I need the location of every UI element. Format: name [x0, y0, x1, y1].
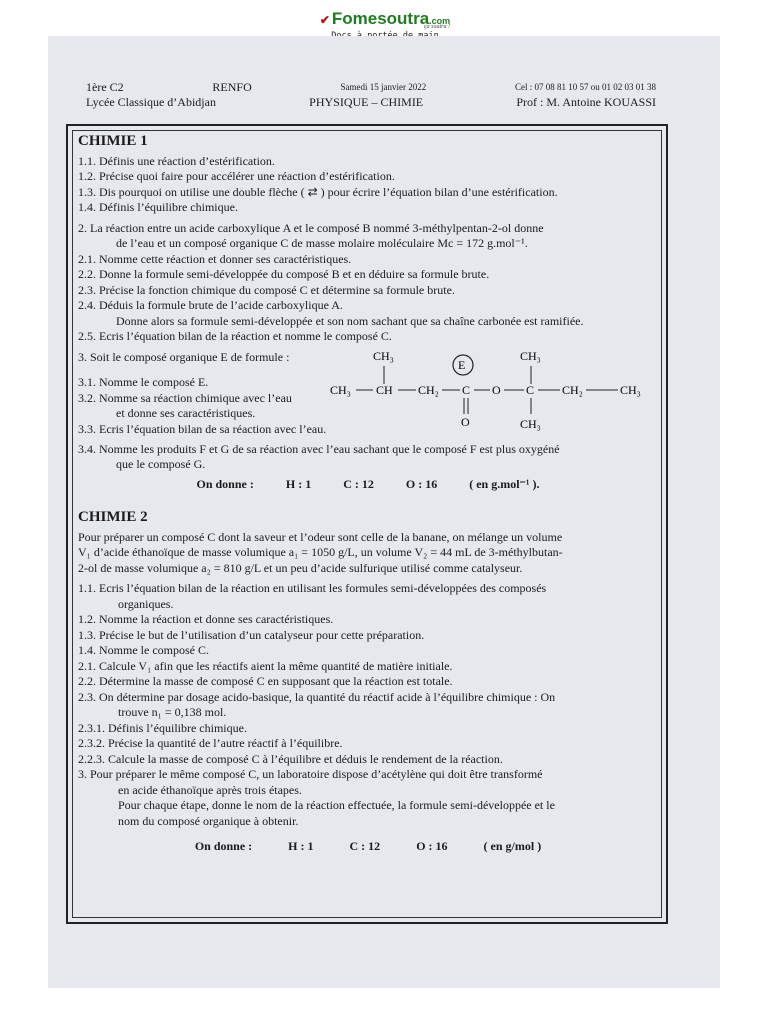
question-3-4: 3.4. Nomme les produits F et G de sa réaction avec l’eau sachant que le composé F est plus oxygéné: [78, 441, 560, 456]
given-unit: ( en g/mol ): [483, 839, 542, 853]
given-o: O : 16: [416, 839, 448, 853]
chimie2-question-2-3-2: 2.3.2. Précise la quantité de l’autre réactif à l’équilibre.: [78, 736, 343, 750]
chimie2-intro-2: V₁ d’acide éthanoïque de masse volumique a₁ = 1050 g/L, un volume V₂ = 44 mL de 3-méthylbutan-: [78, 545, 563, 559]
question-1-2: 1.2. Précise quoi faire pour accélérer une réaction d’estérification.: [78, 169, 395, 183]
given-label: On donne :: [194, 839, 253, 853]
given-values-chimie2: [78, 839, 658, 855]
formula-ch3-top1: CH₃: [373, 348, 394, 363]
given-o: O : 16: [405, 476, 438, 491]
question-2-4: 2.4. Déduis la formule brute de l’acide carboxylique A.: [78, 298, 343, 312]
question-2-2: 2.2. Donne la formule semi-développée du composé B et en déduire sa formule brute.: [78, 267, 490, 281]
formula-ch3-end: CH₃: [620, 382, 641, 397]
question-2-1: 2.1. Nomme cette réaction et donner ses caractéristiques.: [78, 251, 352, 266]
chimie2-question-3-cont2: Pour chaque étape, donne le nom de la réaction effectuée, la formule semi-développée et le: [118, 798, 555, 812]
chimie2-question-1-3: 1.3. Précise le but de l’utilisation d’un catalyseur pour cette préparation.: [78, 627, 425, 642]
formula-ch3-top2: CH₃: [520, 348, 541, 363]
given-c: C : 12: [343, 476, 374, 491]
question-3-2: 3.2. Nomme sa réaction chimique avec l’eau: [78, 390, 292, 405]
question-3-2-cont: et donne ses caractéristiques.: [116, 406, 256, 420]
chimie2-question-1-1-cont: organiques.: [118, 596, 174, 611]
formula-c-ester: C: [462, 382, 471, 397]
chimie2-question-3-cont1: en acide éthanoïque après trois étapes.: [118, 782, 302, 797]
given-label: On donne :: [196, 476, 254, 491]
question-3-intro: 3. Soit le composé organique E de formule :: [78, 349, 290, 364]
question-2-5: 2.5. Ecris l’équation bilan de la réaction et nomme le composé C.: [78, 329, 392, 343]
chimie2-question-1-4: 1.4. Nomme le composé C.: [78, 643, 209, 657]
phone-numbers: Cel : 07 08 81 10 57 ou 01 02 03 01 38: [514, 82, 656, 92]
logo-slogan: ça soutra !: [424, 24, 450, 30]
given-values-chimie1: [78, 477, 658, 493]
question-3-3: 3.3. Ecris l’équation bilan de sa réaction avec l’eau.: [78, 421, 327, 436]
logo-bird-icon: ✔: [319, 13, 330, 27]
chimie2-question-3-cont3: nom du composé organique à obtenir.: [118, 813, 299, 828]
section-title-chimie2: CHIMIE 2: [78, 509, 148, 525]
logo-brand: ✔ Fomesoutra.com: [319, 9, 451, 28]
question-1-4: 1.4. Définis l’équilibre chimique.: [78, 200, 238, 214]
exam-date: Samedi 15 janvier 2022: [340, 82, 427, 92]
question-3-4-cont: que le composé G.: [116, 457, 206, 471]
question-2-3: 2.3. Précise la fonction chimique du composé C et détermine sa formule brute.: [78, 282, 455, 297]
class-label: 1ère C2: [86, 80, 124, 94]
given-h: H : 1: [285, 476, 312, 491]
question-1-1: 1.1. Définis une réaction d’estérification.: [78, 153, 275, 168]
chimie2-question-2-2-3: 2.2.3. Calcule la masse de composé C à l’équilibre et déduis le rendement de la réaction.: [78, 751, 503, 766]
chimie2-question-3: 3. Pour préparer le même composé C, un laboratoire dispose d’acétylène qui doit être transformé: [78, 767, 543, 781]
formula-label-e: E: [458, 357, 466, 372]
given-unit: ( en g.mol⁻¹ ).: [469, 476, 540, 491]
question-3-block: [78, 350, 658, 460]
formula-ch: CH: [376, 382, 393, 397]
question-3-1: 3.1. Nomme le composé E.: [78, 375, 209, 389]
exam-type: RENFO: [212, 80, 252, 94]
given-c: C : 12: [349, 839, 381, 853]
teacher-name: Prof : M. Antoine KOUASSI: [516, 95, 656, 109]
formula-ch3-bottom: CH₃: [520, 416, 541, 431]
formula-o-double: O: [461, 414, 470, 429]
chimie2-question-1-2: 1.2. Nomme la réaction et donne ses caractéristiques.: [78, 612, 334, 626]
formula-o-bridge: O: [492, 382, 501, 397]
chimie2-question-2-3-1: 2.3.1. Définis l’équilibre chimique.: [78, 720, 247, 735]
chimie2-question-2-3: 2.3. On détermine par dosage acido-basique, la quantité du réactif acide à l’équilibre chimique : On: [78, 689, 556, 704]
compound-e-formula: [328, 344, 658, 434]
chimie2-intro-3: 2-ol de masse volumique a₂ = 810 g/L et un peu d’acide sulfurique utilisé comme catalyseur.: [78, 560, 523, 575]
formula-ch2-1: CH₂: [418, 382, 439, 397]
question-2-4-cont: Donne alors sa formule semi-développée et son nom sachant que sa chaîne carbonée est ramifiée.: [116, 313, 584, 328]
formula-c-quat: C: [526, 382, 535, 397]
question-2-intro-cont: de l’eau et un composé organique C de masse molaire moléculaire Mc = 172 g.mol⁻¹.: [116, 236, 528, 250]
chimie2-question-1-1: 1.1. Ecris l’équation bilan de la réaction en utilisant les formules semi-développées des composés: [78, 581, 547, 595]
given-h: H : 1: [288, 839, 314, 853]
formula-ch2-2: CH₂: [562, 382, 583, 397]
question-2-intro: 2. La réaction entre un acide carboxylique A et le composé B nommé 3-méthylpentan-2-ol donne: [78, 220, 544, 235]
formula-ch3-left: CH₃: [330, 382, 351, 397]
chimie2-question-2-2: 2.2. Détermine la masse de composé C en supposant que la réaction est totale.: [78, 674, 453, 688]
chimie2-question-2-1: 2.1. Calcule V₁ afin que les réactifs aient la même quantité de matière initiale.: [78, 658, 453, 673]
chimie2-question-2-3-cont: trouve n₁ = 0,138 mol.: [118, 705, 227, 719]
subject-title: PHYSIQUE – CHIMIE: [309, 95, 424, 109]
chimie2-intro-1: Pour préparer un composé C dont la saveur et l’odeur sont celle de la banane, on mélange un volume: [78, 529, 563, 544]
question-1-3: 1.3. Dis pourquoi on utilise une double flèche ( ⇄ ) pour écrire l’équation bilan d’une estérification.: [78, 184, 558, 199]
section-title-chimie1: CHIMIE 1: [78, 133, 148, 149]
exam-header: [86, 80, 656, 110]
school-name: Lycée Classique d’Abidjan: [86, 95, 216, 109]
exam-content: [78, 132, 658, 855]
